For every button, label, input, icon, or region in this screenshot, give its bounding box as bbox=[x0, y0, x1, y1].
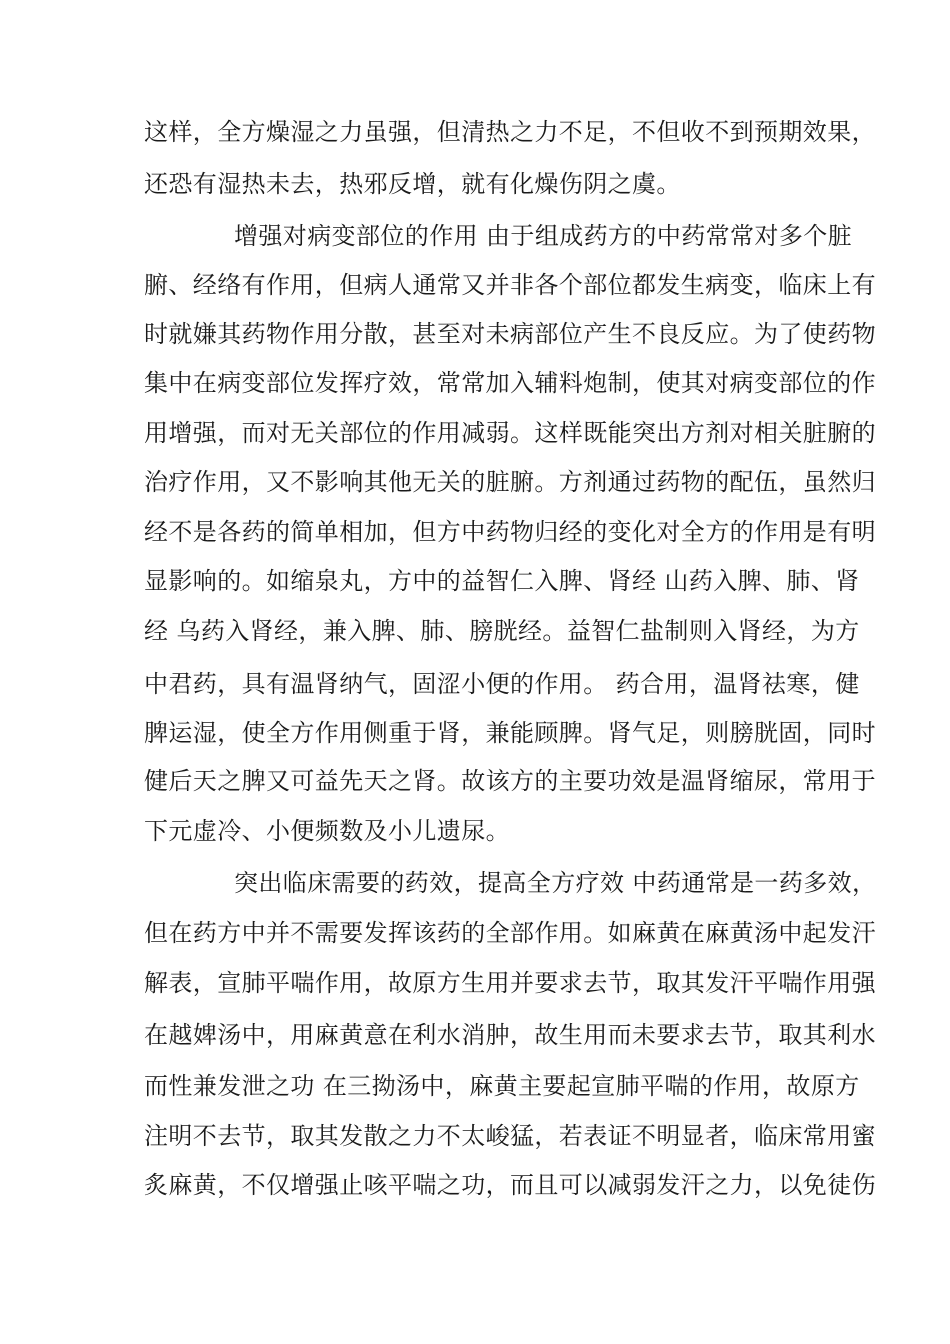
text-line-1: 这样，全方燥湿之力虽强，但清热之力不足，不但收不到预期效果， bbox=[144, 118, 876, 146]
text-line-12: 中君药，具有温肾纳气，固涩小便的作用。 药合用，温肾祛寒，健 bbox=[144, 670, 860, 698]
text-line-6: 集中在病变部位发挥疗效，常常加入辅料炮制，使其对病变部位的作 bbox=[144, 369, 876, 397]
text-line-11: 经 乌药入肾经，兼入脾、肺、膀胱经。益智仁盐制则入肾经，为方 bbox=[144, 617, 860, 645]
text-line-15: 下元虚冷、小便频数及小儿遗尿。 bbox=[144, 817, 510, 845]
text-line-20: 而性兼发泄之功 在三拗汤中，麻黄主要起宣肺平喘的作用，故原方 bbox=[144, 1072, 860, 1100]
text-line-9: 经不是各药的简单相加，但方中药物归经的变化对全方的作用是有明 bbox=[144, 518, 876, 546]
text-line-10: 显影响的。如缩泉丸，方中的益智仁入脾、肾经 山药入脾、肺、肾 bbox=[144, 567, 860, 595]
text-line-5: 时就嫌其药物作用分散，甚至对未病部位产生不良反应。为了使药物 bbox=[144, 320, 876, 348]
text-line-21: 注明不去节，取其发散之力不太峻猛，若表证不明显者，临床常用蜜 bbox=[144, 1122, 876, 1150]
text-line-19: 在越婢汤中，用麻黄意在利水消肿，故生用而未要求去节，取其利水 bbox=[144, 1021, 876, 1049]
text-line-2: 还恐有湿热未去，热邪反增，就有化燥伤阴之虞。 bbox=[144, 170, 681, 198]
text-line-4: 腑、经络有作用，但病人通常又并非各个部位都发生病变，临床上有 bbox=[144, 271, 876, 299]
text-line-22: 炙麻黄，不仅增强止咳平喘之功，而且可以减弱发汗之力，以免徒伤 bbox=[144, 1171, 876, 1199]
text-line-3: 增强对病变部位的作用 由于组成药方的中药常常对多个脏 bbox=[234, 222, 853, 250]
text-line-16: 突出临床需要的药效，提高全方疗效 中药通常是一药多效， bbox=[234, 869, 877, 897]
text-line-8: 治疗作用，又不影响其他无关的脏腑。方剂通过药物的配伍，虽然归 bbox=[144, 468, 876, 496]
text-line-14: 健后天之脾又可益先天之肾。故该方的主要功效是温肾缩尿，常用于 bbox=[144, 767, 876, 795]
text-line-18: 解表，宣肺平喘作用，故原方生用并要求去节，取其发汗平喘作用强 bbox=[144, 969, 876, 997]
text-line-7: 用增强，而对无关部位的作用减弱。这样既能突出方剂对相关脏腑的 bbox=[144, 419, 876, 447]
text-line-13: 脾运湿，使全方作用侧重于肾，兼能顾脾。肾气足，则膀胱固，同时 bbox=[144, 719, 876, 747]
text-line-17: 但在药方中并不需要发挥该药的全部作用。如麻黄在麻黄汤中起发汗 bbox=[144, 919, 876, 947]
